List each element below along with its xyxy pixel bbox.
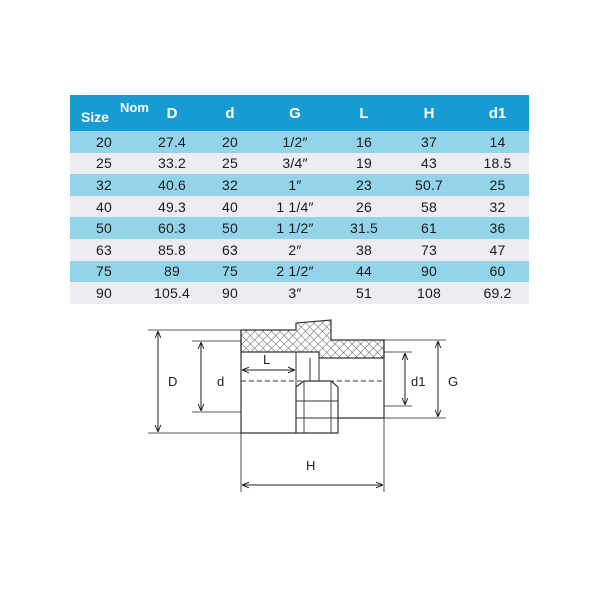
header-D: D bbox=[138, 95, 206, 131]
table-cell: 25 bbox=[70, 153, 138, 175]
fitting-body bbox=[241, 320, 384, 433]
table-cell: 14 bbox=[466, 131, 529, 153]
table-cell: 73 bbox=[392, 239, 466, 261]
table-cell: 2″ bbox=[254, 239, 336, 261]
table-cell: 26 bbox=[336, 196, 392, 218]
table-cell: 32 bbox=[466, 196, 529, 218]
table-cell: 19 bbox=[336, 153, 392, 175]
table-cell: 32 bbox=[70, 174, 138, 196]
table-cell: 3/4″ bbox=[254, 153, 336, 175]
table-cell: 63 bbox=[206, 239, 254, 261]
table-cell: 40.6 bbox=[138, 174, 206, 196]
table-cell: 90 bbox=[206, 282, 254, 304]
header-nom-label: Nom bbox=[120, 100, 149, 115]
table-cell: 16 bbox=[336, 131, 392, 153]
table-cell: 89 bbox=[138, 261, 206, 283]
table-cell: 23 bbox=[336, 174, 392, 196]
table-cell: 50 bbox=[206, 217, 254, 239]
table-cell: 75 bbox=[206, 261, 254, 283]
header-H: H bbox=[392, 95, 466, 131]
table-cell: 40 bbox=[206, 196, 254, 218]
table-cell: 3″ bbox=[254, 282, 336, 304]
table-cell: 60 bbox=[466, 261, 529, 283]
table-cell: 47 bbox=[466, 239, 529, 261]
table-cell: 50.7 bbox=[392, 174, 466, 196]
table-cell: 50 bbox=[70, 217, 138, 239]
header-d: d bbox=[206, 95, 254, 131]
header-L: L bbox=[336, 95, 392, 131]
table-cell: 58 bbox=[392, 196, 466, 218]
table-cell: 51 bbox=[336, 282, 392, 304]
table-cell: 90 bbox=[70, 282, 138, 304]
table-cell: 60.3 bbox=[138, 217, 206, 239]
table-cell: 37 bbox=[392, 131, 466, 153]
header-size-label: Size bbox=[81, 109, 110, 125]
table-cell: 108 bbox=[392, 282, 466, 304]
table-cell: 1 1/4″ bbox=[254, 196, 336, 218]
table-cell: 105.4 bbox=[138, 282, 206, 304]
table-cell: 90 bbox=[392, 261, 466, 283]
table-cell: 69.2 bbox=[466, 282, 529, 304]
table-cell: 49.3 bbox=[138, 196, 206, 218]
table-cell: 36 bbox=[466, 217, 529, 239]
table-cell: 1 1/2″ bbox=[254, 217, 336, 239]
table-cell: 33.2 bbox=[138, 153, 206, 175]
header-d1: d1 bbox=[466, 95, 529, 131]
label-G: G bbox=[448, 374, 459, 389]
table-cell: 20 bbox=[70, 131, 138, 153]
table-cell: 25 bbox=[206, 153, 254, 175]
table-cell: 44 bbox=[336, 261, 392, 283]
table-cell: 38 bbox=[336, 239, 392, 261]
label-d1: d1 bbox=[411, 374, 426, 389]
table-cell: 27.4 bbox=[138, 131, 206, 153]
table-cell: 32 bbox=[206, 174, 254, 196]
table-cell: 31.5 bbox=[336, 217, 392, 239]
label-L: L bbox=[263, 352, 271, 367]
label-D: D bbox=[168, 374, 178, 389]
label-H: H bbox=[306, 458, 316, 473]
table-cell: 20 bbox=[206, 131, 254, 153]
table-cell: 40 bbox=[70, 196, 138, 218]
table-cell: 2 1/2″ bbox=[254, 261, 336, 283]
table-cell: 1″ bbox=[254, 174, 336, 196]
hex-shoulder bbox=[296, 381, 338, 433]
table-cell: 18.5 bbox=[466, 153, 529, 175]
table-cell: 85.8 bbox=[138, 239, 206, 261]
label-d: d bbox=[217, 374, 225, 389]
table-cell: 75 bbox=[70, 261, 138, 283]
table-cell: 61 bbox=[392, 217, 466, 239]
table-cell: 43 bbox=[392, 153, 466, 175]
table-cell: 25 bbox=[466, 174, 529, 196]
table-cell: 63 bbox=[70, 239, 138, 261]
header-G: G bbox=[254, 95, 336, 131]
table-cell: 1/2″ bbox=[254, 131, 336, 153]
